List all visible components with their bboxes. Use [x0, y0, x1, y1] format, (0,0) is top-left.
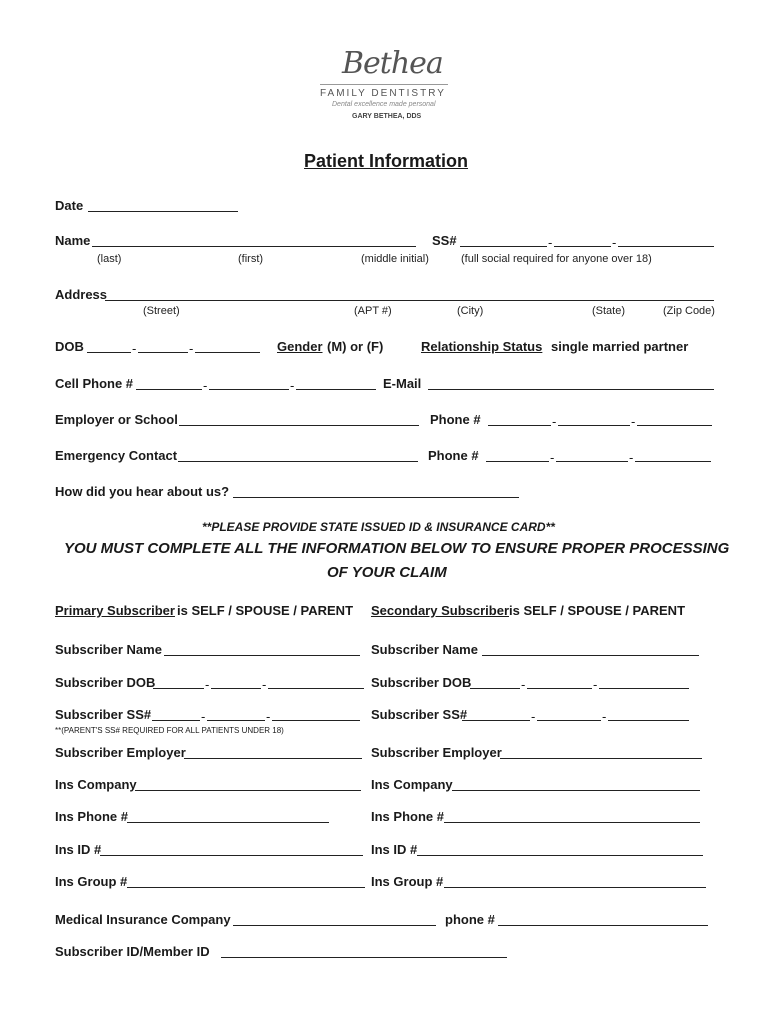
- cell-phone-label: Cell Phone #: [55, 376, 134, 391]
- primary-ins-id-label: Ins ID #: [55, 842, 102, 857]
- primary-ins-id-field[interactable]: [100, 855, 363, 856]
- separator: -: [262, 677, 267, 692]
- primary-dob-label: Subscriber DOB: [55, 675, 156, 690]
- referral-label: How did you hear about us?: [55, 484, 230, 499]
- must-complete-notice-line1: YOU MUST COMPLETE ALL THE INFORMATION BELOW TO ENSURE PROPER PROCESSING: [64, 540, 730, 557]
- separator: -: [189, 341, 194, 356]
- practice-logo: [312, 44, 458, 128]
- must-complete-notice-line2: OF YOUR CLAIM: [327, 564, 447, 581]
- secondary-ins-id-field[interactable]: [417, 855, 703, 856]
- relationship-label: Relationship Status: [421, 339, 543, 354]
- primary-employer-label: Subscriber Employer: [55, 745, 186, 760]
- secondary-dob-label: Subscriber DOB: [371, 675, 472, 690]
- separator: -: [612, 235, 617, 250]
- primary-ss-field-2[interactable]: [207, 720, 265, 721]
- secondary-ins-group-field[interactable]: [444, 887, 706, 888]
- primary-ss-field-3[interactable]: [272, 720, 360, 721]
- cell-field-1[interactable]: [136, 389, 202, 390]
- employer-phone-2[interactable]: [558, 425, 630, 426]
- emergency-phone-1[interactable]: [486, 461, 549, 462]
- secondary-ss-field-3[interactable]: [608, 720, 689, 721]
- secondary-ins-group-label: Ins Group #: [371, 874, 444, 889]
- gender-options[interactable]: (M) or (F): [327, 339, 384, 354]
- emergency-phone-3[interactable]: [635, 461, 711, 462]
- email-label: E-Mail: [383, 376, 422, 391]
- city-caption: (City): [457, 305, 484, 317]
- logo-doctor: GARY BETHEA, DDS: [352, 113, 422, 120]
- separator: -: [132, 341, 137, 356]
- employer-phone-3[interactable]: [637, 425, 712, 426]
- secondary-ins-company-field[interactable]: [452, 790, 700, 791]
- primary-ins-phone-field[interactable]: [127, 822, 329, 823]
- date-field[interactable]: [88, 211, 238, 212]
- secondary-dob-field-3[interactable]: [599, 688, 689, 689]
- cell-field-3[interactable]: [296, 389, 376, 390]
- dob-field-3[interactable]: [195, 352, 260, 353]
- separator: -: [205, 677, 210, 692]
- primary-subscriber-name-field[interactable]: [164, 655, 360, 656]
- ss-field-1[interactable]: [460, 246, 547, 247]
- separator: -: [593, 677, 598, 692]
- secondary-ins-phone-field[interactable]: [444, 822, 700, 823]
- separator: -: [602, 709, 607, 724]
- separator: -: [290, 378, 295, 393]
- logo-tagline: Dental excellence made personal: [332, 101, 436, 108]
- secondary-dob-field-1[interactable]: [470, 688, 520, 689]
- dob-field-2[interactable]: [138, 352, 188, 353]
- employer-phone-1[interactable]: [488, 425, 551, 426]
- primary-ins-company-field[interactable]: [135, 790, 361, 791]
- employer-label: Employer or School: [55, 412, 178, 427]
- gender-label: Gender: [277, 339, 323, 354]
- logo-family-dentistry: FAMILY DENTISTRY: [320, 88, 446, 99]
- separator: -: [548, 235, 553, 250]
- primary-relationship-options[interactable]: is SELF / SPOUSE / PARENT: [177, 603, 354, 618]
- page-title: Patient Information: [304, 151, 469, 171]
- secondary-subscriber-name-field[interactable]: [482, 655, 699, 656]
- cell-field-2[interactable]: [209, 389, 289, 390]
- secondary-employer-label: Subscriber Employer: [371, 745, 502, 760]
- parent-ss-note: **(PARENT'S SS# REQUIRED FOR ALL PATIENTS UNDER 18): [55, 726, 284, 735]
- street-caption: (Street): [143, 305, 180, 317]
- secondary-ss-field-2[interactable]: [537, 720, 601, 721]
- logo-divider: [320, 84, 448, 85]
- ss-note: (full social required for anyone over 18): [461, 253, 652, 265]
- primary-ins-group-field[interactable]: [127, 887, 365, 888]
- referral-field[interactable]: [233, 497, 519, 498]
- ss-field-3[interactable]: [618, 246, 714, 247]
- ss-label: SS#: [432, 233, 457, 248]
- secondary-ss-label: Subscriber SS#: [371, 707, 468, 722]
- primary-ss-field-1[interactable]: [152, 720, 200, 721]
- zip-caption: (Zip Code): [663, 305, 715, 317]
- ss-field-2[interactable]: [554, 246, 611, 247]
- separator: -: [531, 709, 536, 724]
- secondary-employer-field[interactable]: [500, 758, 702, 759]
- name-field[interactable]: [92, 246, 416, 247]
- secondary-subscriber-title: Secondary Subscriber: [371, 603, 509, 618]
- medical-company-label: Medical Insurance Company: [55, 912, 231, 927]
- first-name-caption: (first): [238, 253, 264, 265]
- secondary-ins-id-label: Ins ID #: [371, 842, 418, 857]
- secondary-dob-field-2[interactable]: [527, 688, 592, 689]
- separator: -: [521, 677, 526, 692]
- address-field[interactable]: [105, 300, 714, 301]
- primary-ins-phone-label: Ins Phone #: [55, 809, 128, 824]
- emergency-field[interactable]: [178, 461, 418, 462]
- separator: -: [629, 450, 634, 465]
- dob-label: DOB: [55, 339, 84, 354]
- employer-field[interactable]: [179, 425, 419, 426]
- emergency-label: Emergency Contact: [55, 448, 178, 463]
- id-card-notice: **PLEASE PROVIDE STATE ISSUED ID & INSURANCE CARD**: [202, 520, 555, 534]
- emergency-phone-2[interactable]: [556, 461, 628, 462]
- member-id-label: Subscriber ID/Member ID: [55, 944, 210, 959]
- dob-field-1[interactable]: [87, 352, 131, 353]
- secondary-subscriber-name-label: Subscriber Name: [371, 642, 478, 657]
- secondary-relationship-options[interactable]: is SELF / SPOUSE / PARENT: [509, 603, 686, 618]
- secondary-ins-company-label: Ins Company: [371, 777, 453, 792]
- separator: -: [203, 378, 208, 393]
- address-label: Address: [55, 287, 108, 302]
- primary-ss-label: Subscriber SS#: [55, 707, 152, 722]
- email-field[interactable]: [428, 389, 714, 390]
- separator: -: [550, 450, 555, 465]
- middle-initial-caption: (middle initial): [361, 253, 429, 265]
- primary-employer-field[interactable]: [184, 758, 362, 759]
- logo-script: Bethea: [342, 46, 443, 81]
- date-label: Date: [55, 198, 84, 213]
- employer-phone-label: Phone #: [430, 412, 481, 427]
- secondary-ins-phone-label: Ins Phone #: [371, 809, 444, 824]
- primary-subscriber-title: Primary Subscriber: [55, 603, 175, 618]
- primary-dob-field-1[interactable]: [153, 688, 204, 689]
- primary-dob-field-2[interactable]: [211, 688, 261, 689]
- last-name-caption: (last): [97, 253, 122, 265]
- medical-phone-field[interactable]: [498, 925, 708, 926]
- relationship-options[interactable]: single married partner: [551, 339, 689, 354]
- primary-dob-field-3[interactable]: [268, 688, 364, 689]
- primary-subscriber-name-label: Subscriber Name: [55, 642, 162, 657]
- state-caption: (State): [592, 305, 626, 317]
- member-id-field[interactable]: [221, 957, 507, 958]
- separator: -: [631, 414, 636, 429]
- name-label: Name: [55, 233, 91, 248]
- primary-ins-company-label: Ins Company: [55, 777, 137, 792]
- emergency-phone-label: Phone #: [428, 448, 479, 463]
- separator: -: [201, 709, 206, 724]
- separator: -: [552, 414, 557, 429]
- medical-company-field[interactable]: [233, 925, 436, 926]
- primary-ins-group-label: Ins Group #: [55, 874, 128, 889]
- secondary-ss-field-1[interactable]: [462, 720, 530, 721]
- medical-phone-label: phone #: [445, 912, 495, 927]
- apt-caption: (APT #): [354, 305, 392, 317]
- separator: -: [266, 709, 271, 724]
